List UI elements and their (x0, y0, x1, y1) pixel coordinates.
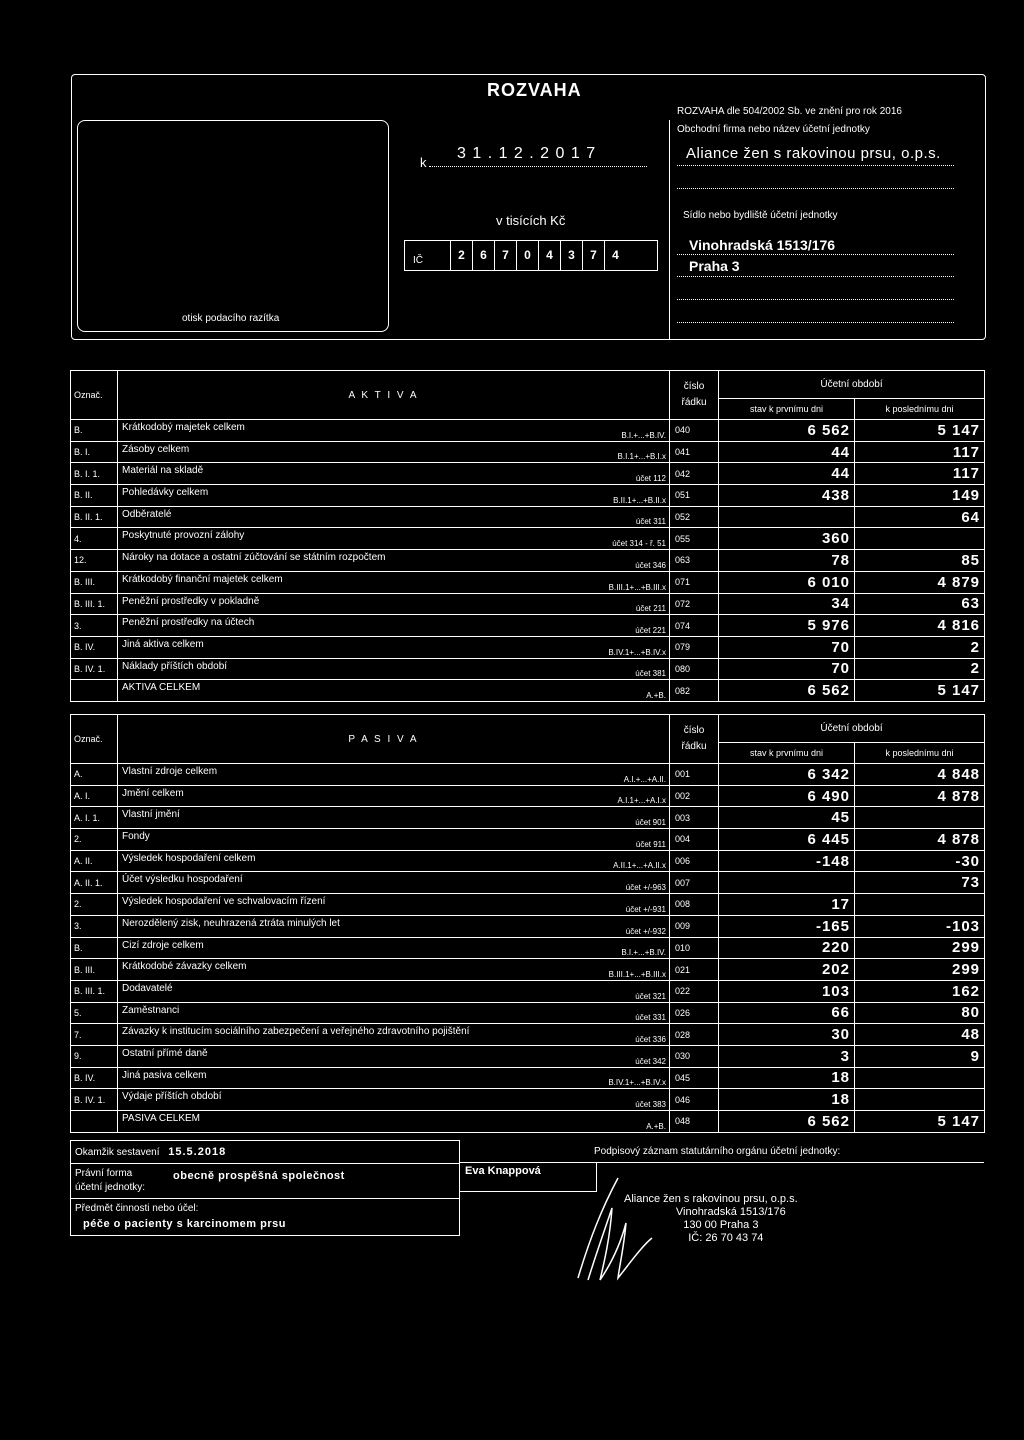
value-end: 2 (855, 658, 985, 680)
activity-label: Předmět činnosti nebo účel: (75, 1203, 199, 1214)
value-start: 202 (719, 959, 855, 981)
firm-name: Aliance žen s rakovinou prsu, o.p.s. (686, 145, 941, 162)
row-label-cell (118, 506, 670, 528)
row-number: 072 (670, 593, 719, 615)
table-row (71, 463, 985, 485)
address-line-1: Vinohradská 1513/176 (689, 237, 836, 253)
signature-label: Podpisový záznam statutárního orgánu účetní jednotky: (594, 1146, 841, 1157)
row-label: Výdaje příštích období (122, 1091, 222, 1103)
row-label-cell (118, 441, 670, 463)
row-label: Náklady příštích období (122, 660, 228, 672)
row-formula: B.III.1+...+B.III.x (608, 969, 666, 979)
value-start: 6 342 (719, 764, 855, 786)
row-formula: B.III.1+...+B.III.x (608, 582, 666, 592)
value-end: 299 (855, 959, 985, 981)
row-number: 026 (670, 1002, 719, 1024)
table-row (71, 571, 985, 593)
value-start: 6 562 (719, 420, 855, 442)
row-formula: účet 346 (635, 560, 666, 570)
row-label-cell (118, 764, 670, 786)
aktiva-col-start: stav k prvnímu dni (719, 398, 855, 419)
row-number: 080 (670, 658, 719, 680)
row-formula: účet 321 (635, 991, 666, 1001)
table-row (71, 420, 985, 442)
aktiva-col-mark: Označ. (71, 371, 118, 420)
row-mark: A. II. 1. (71, 872, 118, 894)
value-end: 4 878 (855, 829, 985, 851)
pasiva-col-row: číslo řádku (670, 715, 719, 764)
seat-label: Sídlo nebo bydliště účetní jednotky (683, 210, 838, 221)
row-label: Jiná pasiva celkem (122, 1069, 207, 1081)
row-label: Materiál na skladě (122, 465, 204, 477)
row-number: 028 (670, 1024, 719, 1046)
ic-digit: 4 (612, 248, 619, 262)
row-number: 046 (670, 1089, 719, 1111)
row-label: Nároky na dotace a ostatní zúčtování se státním rozpočtem (122, 552, 386, 564)
row-mark: 7. (71, 1024, 118, 1046)
value-start: 70 (719, 658, 855, 680)
value-end (855, 1067, 985, 1089)
row-formula: B.II.1+...+B.II.x (613, 495, 666, 505)
row-formula: účet 911 (635, 839, 666, 849)
row-formula: A.I.1+...+A.I.x (617, 796, 666, 806)
row-label-cell (118, 1067, 670, 1089)
table-row (71, 764, 985, 786)
row-mark: B. III. (71, 959, 118, 981)
row-label: Vlastní zdroje celkem (122, 766, 218, 777)
table-row (71, 959, 985, 981)
row-label: Účet výsledku hospodaření (122, 874, 243, 886)
row-number: 010 (670, 937, 719, 959)
row-label-cell (118, 959, 670, 981)
row-formula: A.+B. (646, 690, 666, 700)
value-end: 63 (855, 593, 985, 615)
row-number: 040 (670, 420, 719, 442)
table-row (71, 937, 985, 959)
row-number: 003 (670, 807, 719, 829)
table-row (71, 615, 985, 637)
legal-form-label-2: účetní jednotky: (75, 1182, 146, 1193)
row-mark: A. I. 1. (71, 807, 118, 829)
row-label-cell (118, 485, 670, 507)
row-label-cell (118, 937, 670, 959)
table-row (71, 1045, 985, 1067)
ic-digit: 6 (473, 241, 495, 270)
ic-digit: 7 (495, 241, 517, 270)
pasiva-table (70, 714, 985, 1133)
row-label-cell (118, 636, 670, 658)
firm-info-frame (669, 120, 670, 340)
row-number: 001 (670, 764, 719, 786)
value-start: -148 (719, 850, 855, 872)
value-end: 4 816 (855, 615, 985, 637)
date-prefix: k (420, 155, 427, 170)
row-mark: B. III. 1. (71, 593, 118, 615)
row-mark: 2. (71, 829, 118, 851)
row-label: Krátkodobý majetek celkem (122, 422, 245, 433)
row-mark (71, 1111, 118, 1133)
row-label-cell (118, 807, 670, 829)
table-row (71, 1024, 985, 1046)
row-number: 007 (670, 872, 719, 894)
row-mark: B. (71, 420, 118, 442)
row-formula: účet 342 (635, 1056, 666, 1066)
value-start: 6 562 (719, 680, 855, 702)
value-start: 3 (719, 1045, 855, 1067)
table-row (71, 550, 985, 572)
value-start: 6 445 (719, 829, 855, 851)
value-end: 48 (855, 1024, 985, 1046)
value-end: 5 147 (855, 1111, 985, 1133)
row-formula: B.I.1+...+B.I.x (617, 452, 666, 462)
row-number: 071 (670, 571, 719, 593)
row-mark: 12. (71, 550, 118, 572)
row-mark: A. II. (71, 850, 118, 872)
row-label: Závazky k institucím sociálního zabezpečení a veřejného zdravotního pojištění (122, 1026, 470, 1038)
row-formula: účet 314 - ř. 51 (612, 539, 666, 549)
legal-form-value: obecně prospěšná společnost (173, 1170, 345, 1182)
legal-form-label-1: Právní forma (75, 1168, 133, 1179)
row-label-cell (118, 658, 670, 680)
legal-basis: ROZVAHA dle 504/2002 Sb. ve znění pro rok 2016 (677, 106, 902, 117)
row-mark: 3. (71, 615, 118, 637)
value-end: 73 (855, 872, 985, 894)
row-number: 048 (670, 1111, 719, 1133)
pasiva-col-period: Účetní období (719, 715, 985, 743)
table-row (71, 850, 985, 872)
row-label: Výsledek hospodaření ve schvalovacím řízení (122, 896, 326, 908)
units-label: v tisících Kč (496, 213, 566, 228)
row-mark: 9. (71, 1045, 118, 1067)
row-label-cell (118, 550, 670, 572)
value-end (855, 1089, 985, 1111)
table-row (71, 807, 985, 829)
value-start: 34 (719, 593, 855, 615)
row-mark: B. IV. 1. (71, 1089, 118, 1111)
value-end: 9 (855, 1045, 985, 1067)
signer-name: Eva Knappová (465, 1165, 541, 1177)
legal-form-cell (71, 1164, 460, 1199)
row-label-cell (118, 571, 670, 593)
table-row (71, 829, 985, 851)
row-label: PASIVA CELKEM (122, 1113, 200, 1124)
row-mark: B. (71, 937, 118, 959)
pasiva-col-mark: Označ. (71, 715, 118, 764)
value-start: 6 562 (719, 1111, 855, 1133)
row-number: 055 (670, 528, 719, 550)
value-start: 44 (719, 441, 855, 463)
aktiva-table (70, 370, 985, 702)
aktiva-title: A K T I V A (118, 371, 670, 420)
row-formula: účet 381 (635, 669, 666, 679)
row-label-cell (118, 615, 670, 637)
table-row (71, 980, 985, 1002)
row-label: Cizí zdroje celkem (122, 939, 204, 951)
table-row (71, 1111, 985, 1133)
value-start: 6 010 (719, 571, 855, 593)
row-label: Výsledek hospodaření celkem (122, 852, 256, 864)
row-mark: 3. (71, 915, 118, 937)
row-number: 022 (670, 980, 719, 1002)
row-formula: B.IV.1+...+B.IV.x (608, 647, 666, 657)
value-end: 4 879 (855, 571, 985, 593)
row-mark: A. (71, 764, 118, 786)
row-label: Krátkodobé závazky celkem (122, 961, 247, 973)
row-number: 006 (670, 850, 719, 872)
row-formula: B.I.+...+B.IV. (621, 430, 666, 440)
row-label: Dodavatelé (122, 982, 173, 994)
row-formula: účet +/-963 (625, 883, 666, 893)
ic-label: IČ (405, 241, 451, 270)
footer-table (70, 1140, 460, 1236)
row-number: 009 (670, 915, 719, 937)
row-formula: účet 336 (635, 1034, 666, 1044)
row-formula: A.+B. (646, 1121, 666, 1131)
row-mark: B. II. 1. (71, 506, 118, 528)
row-number: 074 (670, 615, 719, 637)
row-formula: účet 331 (635, 1013, 666, 1023)
row-number: 051 (670, 485, 719, 507)
row-formula: B.IV.1+...+B.IV.x (608, 1078, 666, 1088)
compiled-cell (71, 1141, 460, 1164)
row-label: Odběratelé (122, 508, 172, 520)
row-mark: A. I. (71, 785, 118, 807)
row-label: Peněžní prostředky na účtech (122, 617, 255, 629)
row-number: 021 (670, 959, 719, 981)
row-mark: B. IV. 1. (71, 658, 118, 680)
row-label-cell (118, 872, 670, 894)
ic-digit: 3 (561, 241, 583, 270)
row-formula: účet +/-931 (625, 904, 666, 914)
value-end: -103 (855, 915, 985, 937)
table-row (71, 528, 985, 550)
row-label-cell (118, 463, 670, 485)
row-mark: B. III. 1. (71, 980, 118, 1002)
row-label-cell (118, 528, 670, 550)
row-mark: B. IV. (71, 636, 118, 658)
value-start: 103 (719, 980, 855, 1002)
row-number: 063 (670, 550, 719, 572)
row-formula: účet 211 (635, 604, 666, 614)
row-label-cell (118, 850, 670, 872)
row-formula: B.I.+...+B.IV. (621, 948, 666, 958)
value-start: 5 976 (719, 615, 855, 637)
value-end: 162 (855, 980, 985, 1002)
compiled-label: Okamžik sestavení (75, 1147, 160, 1158)
row-label: Jmění celkem (122, 787, 184, 799)
value-start: 18 (719, 1067, 855, 1089)
value-end: 299 (855, 937, 985, 959)
value-start: 45 (719, 807, 855, 829)
row-mark: B. III. (71, 571, 118, 593)
row-number: 042 (670, 463, 719, 485)
row-number: 008 (670, 894, 719, 916)
stamp-line-3: 130 00 Praha 3 (683, 1219, 759, 1231)
row-formula: účet 901 (635, 818, 666, 828)
row-label: AKTIVA CELKEM (122, 682, 201, 694)
table-row (71, 506, 985, 528)
table-row (71, 636, 985, 658)
ic-digit: 0 (517, 241, 539, 270)
company-stamp (624, 1193, 798, 1245)
row-mark: B. I. 1. (71, 463, 118, 485)
ic-digit: 4 (539, 241, 561, 270)
row-label: Jiná aktiva celkem (122, 638, 204, 650)
activity-value: péče o pacienty s karcinomem prsu (83, 1218, 286, 1230)
stamp-label: otisk podacího razítka (182, 313, 280, 324)
table-row (71, 658, 985, 680)
value-start: 66 (719, 1002, 855, 1024)
row-label: Poskytnuté provozní zálohy (122, 530, 245, 542)
value-end: 5 147 (855, 680, 985, 702)
table-row (71, 872, 985, 894)
value-start: -165 (719, 915, 855, 937)
compiled-value: 15.5.2018 (168, 1146, 227, 1158)
value-start: 438 (719, 485, 855, 507)
stamp-line-1: Aliance žen s rakovinou prsu, o.p.s. (624, 1193, 798, 1205)
row-mark: 2. (71, 894, 118, 916)
value-start (719, 506, 855, 528)
report-date: 3 1 . 1 2 . 2 0 1 7 (457, 145, 597, 162)
value-start: 78 (719, 550, 855, 572)
value-end: -30 (855, 850, 985, 872)
table-row (71, 485, 985, 507)
value-start: 44 (719, 463, 855, 485)
row-mark (71, 680, 118, 702)
value-end (855, 528, 985, 550)
ic-box (404, 240, 658, 271)
row-label: Peněžní prostředky v pokladně (122, 595, 260, 607)
value-end: 117 (855, 463, 985, 485)
row-label: Ostatní přímé daně (122, 1047, 208, 1059)
table-row (71, 1089, 985, 1111)
row-formula: účet +/-932 (625, 926, 666, 936)
pasiva-col-start: stav k prvnímu dni (719, 742, 855, 763)
row-formula: účet 221 (635, 625, 666, 635)
row-number: 004 (670, 829, 719, 851)
row-label-cell (118, 1111, 670, 1133)
row-label: Fondy (122, 831, 150, 843)
value-end: 4 848 (855, 764, 985, 786)
row-label-cell (118, 420, 670, 442)
firm-label: Obchodní firma nebo název účetní jednotky (677, 124, 870, 135)
row-label: Zásoby celkem (122, 443, 190, 455)
row-number: 030 (670, 1045, 719, 1067)
activity-cell (71, 1199, 460, 1236)
row-formula: účet 311 (635, 517, 666, 527)
value-end: 5 147 (855, 420, 985, 442)
value-end: 2 (855, 636, 985, 658)
value-start: 220 (719, 937, 855, 959)
row-formula: A.I.+...+A.II. (623, 774, 666, 784)
value-start: 6 490 (719, 785, 855, 807)
row-label-cell (118, 1089, 670, 1111)
table-row (71, 915, 985, 937)
stamp-line-4: IČ: 26 70 43 74 (688, 1232, 764, 1244)
value-start: 70 (719, 636, 855, 658)
row-number: 079 (670, 636, 719, 658)
row-label: Vlastní jmění (122, 809, 180, 821)
table-row (71, 441, 985, 463)
row-label-cell (118, 894, 670, 916)
aktiva-col-period: Účetní období (719, 371, 985, 399)
value-start: 17 (719, 894, 855, 916)
row-mark: 4. (71, 528, 118, 550)
row-label-cell (118, 915, 670, 937)
row-label: Nerozdělený zisk, neuhrazená ztráta minulých let (122, 917, 340, 929)
value-start: 360 (719, 528, 855, 550)
value-end (855, 807, 985, 829)
row-formula: účet 383 (635, 1100, 666, 1109)
address-line-2: Praha 3 (689, 258, 740, 274)
row-label-cell (118, 829, 670, 851)
stamp-line-2: Vinohradská 1513/176 (675, 1206, 786, 1218)
row-formula: A.II.1+...+A.II.x (613, 861, 666, 871)
value-start: 18 (719, 1089, 855, 1111)
pasiva-col-end: k poslednímu dni (855, 742, 985, 763)
page-title: ROZVAHA (487, 80, 582, 100)
value-end: 64 (855, 506, 985, 528)
ic-digit: 7 (583, 241, 605, 270)
table-row (71, 680, 985, 702)
row-formula: účet 112 (635, 474, 666, 484)
value-start: 30 (719, 1024, 855, 1046)
value-end: 149 (855, 485, 985, 507)
row-label-cell (118, 1002, 670, 1024)
row-label: Krátkodobý finanční majetek celkem (122, 573, 283, 585)
row-number: 082 (670, 680, 719, 702)
pasiva-title: P A S I V A (118, 715, 670, 764)
table-row (71, 785, 985, 807)
table-row (71, 593, 985, 615)
stamp-area (77, 120, 389, 332)
row-label-cell (118, 1045, 670, 1067)
row-number: 045 (670, 1067, 719, 1089)
value-end (855, 894, 985, 916)
value-end: 85 (855, 550, 985, 572)
ic-digit: 2 (451, 241, 473, 270)
row-number: 041 (670, 441, 719, 463)
aktiva-col-row: číslo řádku (670, 371, 719, 420)
row-mark: B. I. (71, 441, 118, 463)
table-row (71, 894, 985, 916)
row-mark: B. IV. (71, 1067, 118, 1089)
aktiva-col-end: k poslednímu dni (855, 398, 985, 419)
value-start (719, 872, 855, 894)
row-label-cell (118, 593, 670, 615)
row-label-cell (118, 680, 670, 702)
table-row (71, 1067, 985, 1089)
row-mark: 5. (71, 1002, 118, 1024)
table-row (71, 1002, 985, 1024)
row-label: Pohledávky celkem (122, 487, 209, 499)
value-end: 4 878 (855, 785, 985, 807)
value-end: 117 (855, 441, 985, 463)
row-label-cell (118, 785, 670, 807)
row-mark: B. II. (71, 485, 118, 507)
row-label: Zaměstnanci (122, 1004, 180, 1016)
row-label-cell (118, 1024, 670, 1046)
row-number: 052 (670, 506, 719, 528)
row-number: 002 (670, 785, 719, 807)
value-end: 80 (855, 1002, 985, 1024)
row-label-cell (118, 980, 670, 1002)
